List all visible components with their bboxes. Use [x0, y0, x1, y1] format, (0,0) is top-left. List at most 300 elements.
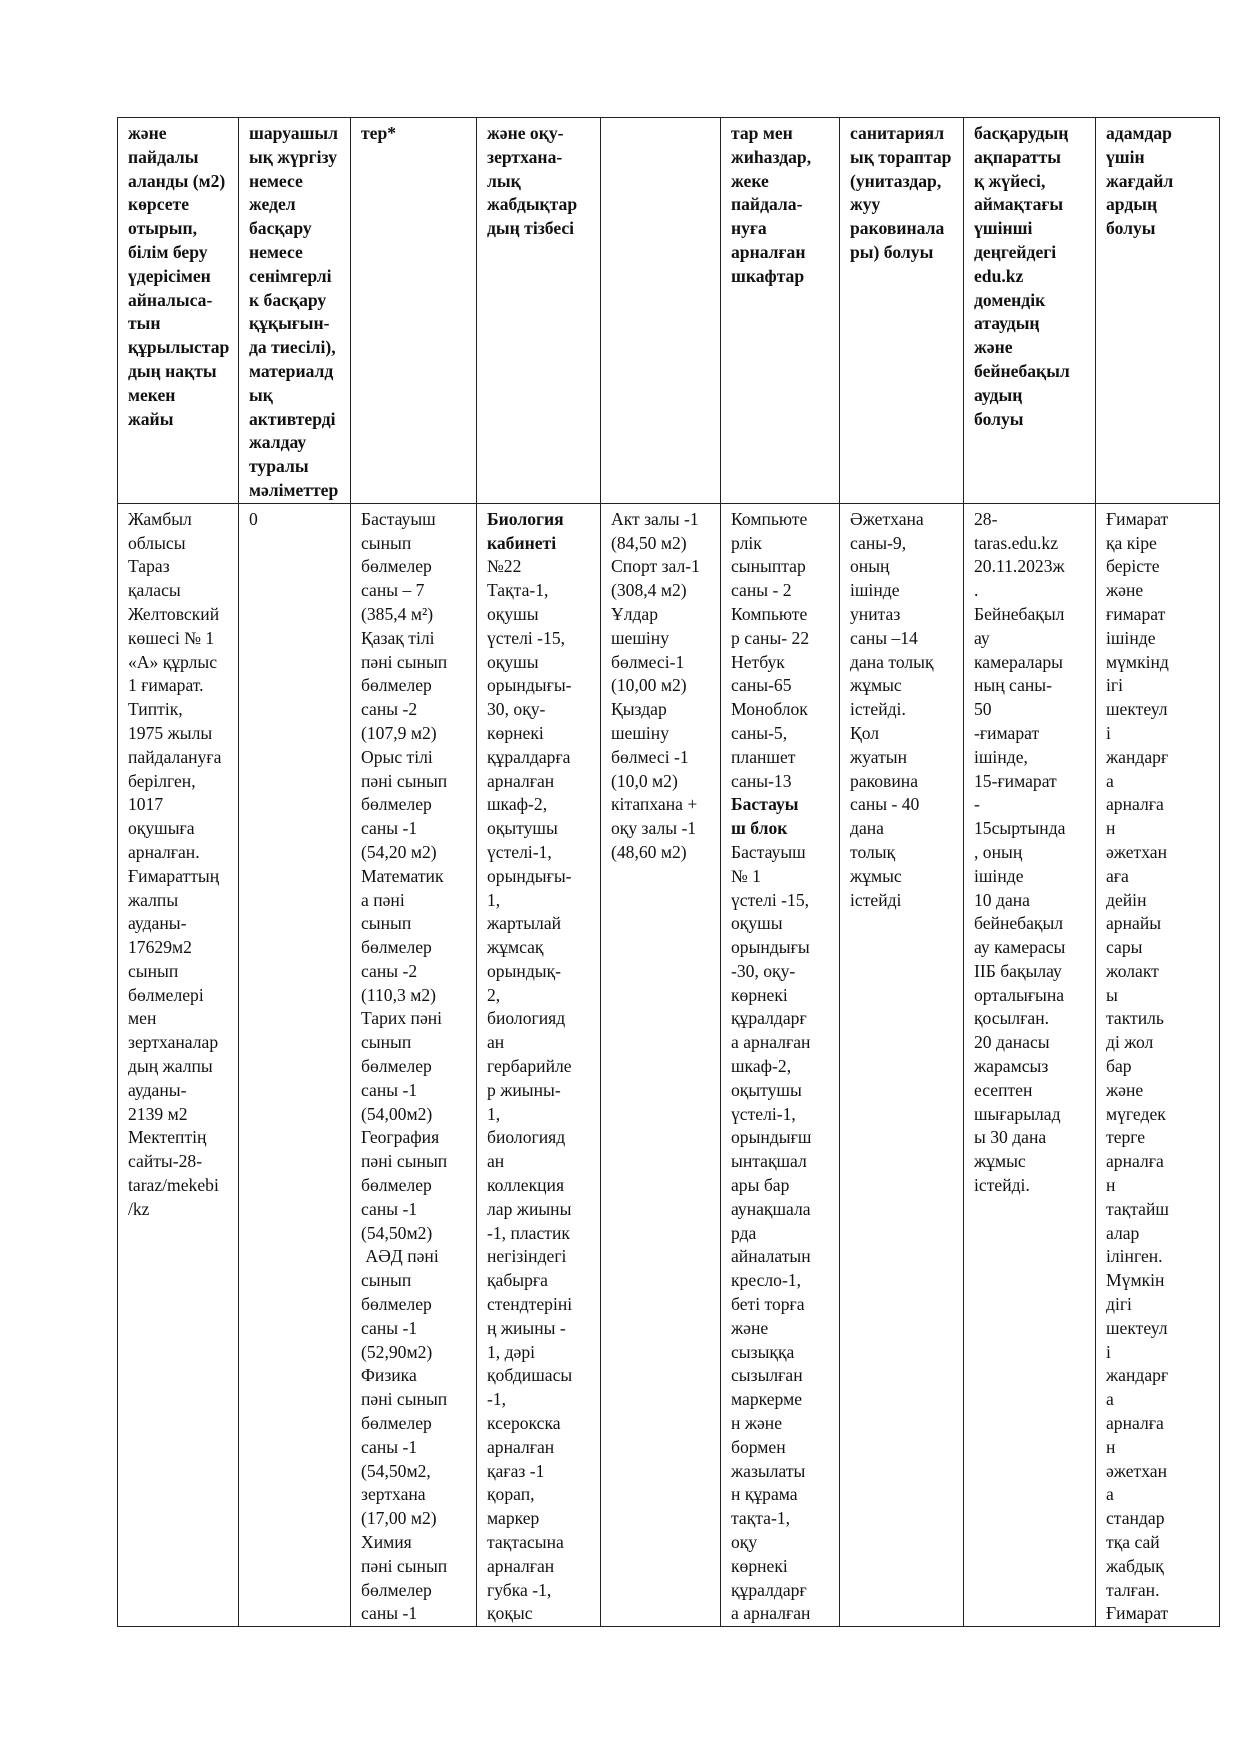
cell-line: Қазақ тілі: [361, 627, 435, 648]
cell-line: тақтайш: [1106, 1198, 1169, 1219]
cell-line: саны –14: [850, 627, 918, 648]
cell-line: ары бар: [731, 1175, 790, 1196]
cell-line: ау: [974, 627, 990, 648]
cell-line: да тиесілі),: [249, 337, 336, 358]
cell-line: Бастауыш: [731, 841, 806, 862]
cell-line: Компьюте: [731, 508, 808, 529]
cell-line: дігі: [1106, 1294, 1132, 1315]
cell-line: арналған: [487, 770, 555, 791]
cell-line: Тарих пәні: [361, 1008, 443, 1029]
cell-line: айналатын: [731, 1246, 811, 1267]
cell-line: кресло-1,: [731, 1270, 802, 1291]
cell-line: №22: [487, 556, 522, 577]
cell-line: саны – 7: [361, 580, 425, 601]
cell-line: ық: [249, 384, 273, 405]
cell-line: саны - 2: [731, 580, 792, 601]
header-cell: [239, 118, 351, 504]
cell-line: ішінде: [850, 580, 900, 601]
cell-line: саны -2: [361, 699, 418, 720]
cell-line: нуға: [731, 218, 767, 239]
cell-line: мекен: [128, 384, 176, 405]
cell-line: ілінген.: [1106, 1246, 1163, 1267]
cell-line: 1,: [487, 1103, 501, 1124]
cell-line: қағаз -1: [487, 1460, 545, 1481]
cell-line: құралдарғ: [731, 1008, 807, 1029]
cell-line: ық жүргізу: [249, 146, 337, 167]
cell-line: жалдау: [249, 432, 307, 453]
cell-line: ксерокска: [487, 1413, 561, 1434]
cell-line: н: [1106, 818, 1116, 839]
cell-line: Ғимарат: [1106, 508, 1169, 529]
cell-line: , оның: [974, 841, 1023, 862]
cell-line: бөлмесі -1: [611, 746, 689, 767]
cell-line: маркер: [487, 1508, 540, 1529]
cell-line: бөлмелер: [361, 1056, 432, 1077]
cell-line: әжетхан: [1106, 1460, 1168, 1481]
cell-line: 15-ғимарат: [974, 770, 1057, 791]
cell-line: бөлмелер: [361, 1175, 432, 1196]
cell-line: биологияд: [487, 1127, 566, 1148]
cell-line: және: [731, 1317, 769, 1338]
cell-line: көшесі № 1: [128, 627, 215, 648]
cell-line: жұмыс: [850, 865, 902, 886]
cell-line: edu.kz: [974, 265, 1024, 286]
cell-line: і: [1106, 722, 1111, 743]
cell-line: биологияд: [487, 1008, 566, 1029]
cell-line: оқу залы -1: [611, 818, 697, 839]
cell-line: (54,00м2): [361, 1103, 433, 1124]
cell-line: ішінде: [974, 865, 1024, 886]
cell-line: пайдалы: [128, 146, 199, 167]
cell-line: -1, пластик: [487, 1222, 570, 1243]
cell-line: мен: [128, 1008, 157, 1029]
cell-line: 0: [249, 508, 258, 529]
cell-line: Типтік,: [128, 699, 183, 720]
cell-line: рлік: [731, 532, 762, 553]
cell-line: бөлмелер: [361, 556, 432, 577]
cell-line: үстелі -15,: [487, 627, 566, 648]
cell-line: taraz/mekebi: [128, 1175, 219, 1196]
cell-line: Тақта-1,: [487, 580, 549, 601]
cell-line: орындығы-: [487, 865, 572, 886]
cell-line: пәні сынып: [361, 1555, 448, 1576]
cell-line: бормен: [731, 1436, 786, 1457]
table-header-row: [118, 118, 1220, 504]
cell-line: дана толық: [850, 651, 934, 672]
cell-line: жұмыс: [974, 1151, 1026, 1172]
cell-line: жабдық: [1106, 1555, 1164, 1576]
cell-line: а арналған: [731, 1603, 811, 1624]
header-cell: [601, 118, 721, 504]
cell-line: және: [128, 123, 167, 143]
cell-line: пәні сынып: [361, 770, 448, 791]
cell-line: саны - 40: [850, 794, 920, 815]
cell-line: бөлмелер: [361, 937, 432, 958]
cell-line: жарамсыз: [974, 1056, 1049, 1077]
cell-line: (54,20 м2): [361, 841, 437, 862]
cell-line: атаудың: [974, 313, 1040, 334]
cell-line: і: [1106, 1341, 1111, 1362]
header-cell: [721, 118, 840, 504]
cell-line: жұмсақ: [487, 937, 544, 958]
cell-line: бейнебақыл: [974, 913, 1064, 934]
cell-line: а арналған: [731, 1032, 811, 1053]
cell-line: шектеул: [1106, 1317, 1168, 1338]
cell-line: жуатын: [850, 746, 907, 767]
cell-line: білім беру: [128, 241, 208, 262]
cell-line: (48,60 м2): [611, 841, 687, 862]
table-row: [118, 503, 1220, 1626]
cell-line: арналған: [487, 1555, 555, 1576]
cell-line: taras.edu.kz: [974, 532, 1059, 553]
cell-line: аунақшала: [731, 1198, 811, 1219]
cell-line: ді жол: [1106, 1032, 1154, 1053]
cell-line: сынып: [361, 1270, 412, 1291]
cell-line: жуу: [850, 194, 881, 215]
cell-line: ішінде,: [974, 746, 1028, 767]
cell-line: ігі: [1106, 675, 1123, 696]
cell-line: мүгедек: [1106, 1103, 1166, 1124]
cell-line: бөлмелер: [361, 1413, 432, 1434]
cell-line: сыныптар: [731, 556, 806, 577]
cell-line: арналға: [1106, 794, 1164, 815]
cell-line: саны -2: [361, 960, 418, 981]
cell-line: немесе: [249, 241, 303, 262]
cell-line: 20 данасы: [974, 1032, 1050, 1053]
cell-line: айналыса-: [128, 289, 213, 310]
cell-line: болуы: [1106, 218, 1156, 239]
cell-line: унитаз: [850, 603, 901, 624]
rights-cell: [239, 503, 351, 1626]
cell-line: құрылыстар: [128, 337, 230, 358]
cell-line: 30, оқу-: [487, 699, 546, 720]
cell-line: қаласы: [128, 580, 181, 601]
cell-line: дейін: [1106, 889, 1147, 910]
cell-line: 50: [974, 699, 992, 720]
cell-line: мәліметтер: [249, 479, 339, 500]
cell-line: саны -1: [361, 1079, 418, 1100]
cell-line: активтерді: [249, 408, 336, 429]
cell-line: -: [974, 794, 980, 815]
cell-line: дың тізбесі: [487, 218, 575, 239]
cell-line: арналған.: [128, 841, 200, 862]
cell-line: қобдишасы: [487, 1365, 573, 1386]
cell-line: жандарғ: [1106, 1365, 1169, 1386]
cell-line: толық: [850, 841, 896, 862]
cell-line: арналған: [731, 241, 806, 262]
cell-line: бөлмелер: [361, 1579, 432, 1600]
cell-line: және оқу-: [487, 123, 564, 143]
cell-line: зертхана-: [487, 146, 563, 167]
cell-line: қа кіре: [1106, 532, 1157, 553]
cell-line: 20.11.2023ж: [974, 556, 1065, 577]
cell-line: тақта-1,: [731, 1508, 791, 1529]
cell-line: пайдалануға: [128, 746, 222, 767]
cell-line: лық: [487, 170, 521, 191]
cell-line: (308,4 м2): [611, 580, 687, 601]
cell-line: үшін: [1106, 146, 1145, 167]
cell-line: қ жүйесі,: [974, 170, 1046, 191]
cell-line: сенімгерлі: [249, 265, 332, 286]
cell-line: ақпаратты: [974, 146, 1062, 167]
cell-line: ІІБ бақылау: [974, 960, 1062, 981]
cell-line: 15сыртында: [974, 818, 1066, 839]
cell-line: беті торға: [731, 1294, 805, 1315]
cell-line: (54,50м2): [361, 1222, 433, 1243]
cell-line: оқу: [731, 1532, 758, 1553]
cell-line: сызыққа: [731, 1341, 795, 1362]
lab-equipment-cell: [477, 503, 601, 1626]
cell-line: үшінші: [974, 218, 1033, 239]
cell-line: және: [1106, 580, 1144, 601]
cell-line: істейді: [850, 889, 902, 910]
cell-line: орталығына: [974, 984, 1065, 1005]
cell-line: Физика: [361, 1365, 417, 1386]
cell-line: дың жалпы: [128, 1056, 213, 1077]
cell-line: ы 30 дана: [974, 1127, 1047, 1148]
cell-line: сынып: [361, 1032, 412, 1053]
cell-line: -ғимарат: [974, 722, 1040, 743]
cell-line: аланды (м2): [128, 170, 226, 191]
cell-line: және: [974, 337, 1013, 358]
cell-line: География: [361, 1127, 440, 1148]
cell-line: кабинеті: [487, 532, 557, 553]
cell-line: шығарылад: [974, 1103, 1061, 1124]
cell-line: кітапхана +: [611, 794, 698, 815]
cell-line: саны -1: [361, 1603, 418, 1624]
cell-line: Қыздар: [611, 699, 667, 720]
cell-line: шкафтар: [731, 265, 805, 286]
accessibility-cell: [1096, 503, 1220, 1626]
cell-line: басқарудың: [974, 123, 1069, 143]
facilities-table: [117, 117, 1220, 1627]
cell-line: Қол: [850, 722, 880, 743]
cell-line: стендтеріні: [487, 1294, 573, 1315]
cell-line: мүмкінд: [1106, 651, 1169, 672]
cell-line: санитариял: [850, 123, 945, 143]
cell-line: Бейнебақыл: [974, 603, 1065, 624]
cell-line: істейді.: [974, 1175, 1030, 1196]
cell-line: Биология: [487, 508, 564, 529]
cell-line: Ұлдар: [611, 603, 659, 624]
cell-line: жартылай: [487, 913, 562, 934]
cell-line: тын: [128, 313, 161, 334]
header-cell: [1096, 118, 1220, 504]
cell-line: Ғимарат: [1106, 1603, 1169, 1624]
cell-line: н құрама: [731, 1484, 798, 1505]
cell-line: сынып: [361, 913, 412, 934]
cell-line: раковина: [850, 770, 919, 791]
cell-line: тақтасына: [487, 1532, 564, 1553]
cell-line: шаруашыл: [249, 123, 339, 143]
cell-line: әжетхан: [1106, 841, 1168, 862]
cell-line: ық тораптар: [850, 146, 952, 167]
cell-line: (385,4 м²): [361, 603, 434, 624]
cell-line: көрнекі: [487, 722, 544, 743]
cell-line: бөлмелер: [361, 675, 432, 696]
cell-line: аға: [1106, 865, 1129, 886]
cell-line: гербарийле: [487, 1056, 572, 1077]
cell-line: к басқару: [249, 289, 327, 310]
cell-line: бөлмелер: [361, 794, 432, 815]
cell-line: шешіну: [611, 722, 670, 743]
cell-line: н: [1106, 1436, 1116, 1457]
cell-line: (52,90м2): [361, 1341, 433, 1362]
cell-line: шешіну: [611, 627, 670, 648]
header-cell: [477, 118, 601, 504]
header-cell: [964, 118, 1096, 504]
cell-line: немесе: [249, 170, 303, 191]
cell-line: рда: [731, 1222, 757, 1243]
cell-line: облысы: [128, 532, 186, 553]
cell-line: оқытушы: [487, 818, 558, 839]
cell-line: а: [1106, 770, 1114, 791]
cell-line: бар: [1106, 1056, 1132, 1077]
cell-line: Әжетхана: [850, 508, 924, 529]
cell-line: берісте: [1106, 556, 1160, 577]
cell-line: Бастауыш: [361, 508, 436, 529]
cell-line: оқушы: [487, 603, 539, 624]
cell-line: ы: [1106, 984, 1118, 1005]
cell-line: үстелі-1,: [487, 841, 552, 862]
cell-line: Желтовский: [128, 603, 220, 624]
cell-line: оқушы: [731, 913, 783, 934]
cell-line: Ғимараттың: [128, 865, 220, 886]
cell-line: тқа сай: [1106, 1532, 1160, 1553]
cell-line: жайы: [128, 408, 174, 429]
cell-line: Мектептің: [128, 1127, 207, 1148]
cell-line: сынып: [128, 960, 179, 981]
cell-line: болуы: [974, 408, 1024, 429]
cell-line: (110,3 м2): [361, 984, 436, 1005]
cell-line: тактиль: [1106, 1008, 1164, 1029]
cell-line: құралдарғ: [731, 1579, 807, 1600]
cell-line: зертханалар: [128, 1032, 219, 1053]
cell-line: 1,: [487, 889, 501, 910]
cell-line: 1 ғимарат.: [128, 675, 204, 696]
cell-line: істейді.: [850, 699, 906, 720]
cell-line: (54,50м2,: [361, 1460, 431, 1481]
cell-line: алар: [1106, 1222, 1140, 1243]
cell-line: Бастауы: [731, 794, 799, 815]
cell-line: басқару: [249, 218, 312, 239]
cell-line: ан: [487, 1151, 505, 1172]
cell-line: Химия: [361, 1532, 412, 1553]
cell-line: -30, оқу-: [731, 960, 796, 981]
cell-line: оқушыға: [128, 818, 195, 839]
cell-line: а: [1106, 1389, 1114, 1410]
cell-line: бөлмелері: [128, 984, 204, 1005]
address-cell: [118, 503, 239, 1626]
cell-line: -1,: [487, 1389, 507, 1410]
cell-line: Орыс тілі: [361, 746, 433, 767]
cell-line: пайдала-: [731, 194, 803, 215]
cell-line: Математик: [361, 865, 444, 886]
cell-line: аудың: [974, 384, 1023, 405]
cell-line: маркерме: [731, 1389, 803, 1410]
cell-line: н және: [731, 1413, 783, 1434]
classrooms-cell: [351, 503, 477, 1626]
cell-line: көрнекі: [731, 984, 788, 1005]
cell-line: камералары: [974, 651, 1063, 672]
cell-line: қабырға: [487, 1270, 548, 1291]
cell-line: Нетбук: [731, 651, 785, 672]
cell-line: (17,00 м2): [361, 1508, 437, 1529]
cell-line: қосылған.: [974, 1008, 1050, 1029]
cell-line: жеке: [731, 170, 769, 191]
cell-line: үстелі -15,: [731, 889, 810, 910]
cell-line: ауданы-: [128, 1079, 187, 1100]
cell-line: саны-13: [731, 770, 792, 791]
cell-line: аймақтағы: [974, 194, 1064, 215]
cell-line: берілген,: [128, 770, 196, 791]
cell-line: шкаф-2,: [731, 1056, 792, 1077]
cell-line: № 1: [731, 865, 761, 886]
cell-line: адамдар: [1106, 123, 1172, 143]
cell-line: (10,00 м2): [611, 675, 687, 696]
cell-line: р жиыны-: [487, 1079, 561, 1100]
cell-line: саны-65: [731, 675, 792, 696]
cell-line: 10 дана: [974, 889, 1030, 910]
cell-line: құқығын-: [249, 313, 330, 334]
cell-line: талған.: [1106, 1579, 1160, 1600]
cell-line: тар мен: [731, 123, 793, 143]
cell-line: материалд: [249, 360, 334, 381]
cell-line: пәні сынып: [361, 651, 448, 672]
cell-line: жиһаздар,: [731, 146, 812, 167]
cell-line: ш блок: [731, 818, 788, 839]
cell-line: Моноблок: [731, 699, 808, 720]
cell-line: сайты-28-: [128, 1151, 203, 1172]
cell-line: бөлмелер: [361, 1294, 432, 1315]
cell-line: жұмыс: [850, 675, 902, 696]
cell-line: АӘД пәні: [361, 1246, 439, 1267]
computers-furniture-cell: [721, 503, 840, 1626]
cell-line: арналға: [1106, 1413, 1164, 1434]
cell-line: (84,50 м2): [611, 532, 687, 553]
cell-line: жалпы: [128, 889, 179, 910]
cell-line: Акт залы -1: [611, 508, 699, 529]
cell-line: р саны- 22: [731, 627, 810, 648]
cell-line: /kz: [128, 1198, 150, 1219]
halls-cell: [601, 503, 721, 1626]
cell-line: шектеул: [1106, 699, 1168, 720]
cell-line: домендік: [974, 289, 1046, 310]
cell-line: оқытушы: [731, 1079, 802, 1100]
cell-line: жазылаты: [731, 1460, 806, 1481]
cell-line: саны -1: [361, 1436, 418, 1457]
cell-line: жағдайл: [1106, 170, 1174, 191]
cell-line: .: [974, 580, 979, 601]
cell-line: арналған: [487, 1436, 555, 1457]
cell-line: қоқыс: [487, 1603, 533, 1624]
cell-line: бөлмесі-1: [611, 651, 685, 672]
cell-line: ғимарат: [1106, 603, 1166, 624]
cell-line: н: [1106, 1175, 1116, 1196]
cell-line: ардың: [1106, 194, 1158, 215]
cell-line: Спорт зал-1: [611, 556, 700, 577]
cell-line: ау камерасы: [974, 937, 1066, 958]
cell-line: коллекция: [487, 1175, 565, 1196]
cell-line: саны -1: [361, 818, 418, 839]
cell-line: ның саны-: [974, 675, 1052, 696]
cell-line: оқушы: [487, 651, 539, 672]
cell-line: жандарғ: [1106, 746, 1169, 767]
cell-line: саны-9,: [850, 532, 907, 553]
cell-line: губка -1,: [487, 1579, 552, 1600]
it-video-cell: [964, 503, 1096, 1626]
cell-line: пәні сынып: [361, 1389, 448, 1410]
